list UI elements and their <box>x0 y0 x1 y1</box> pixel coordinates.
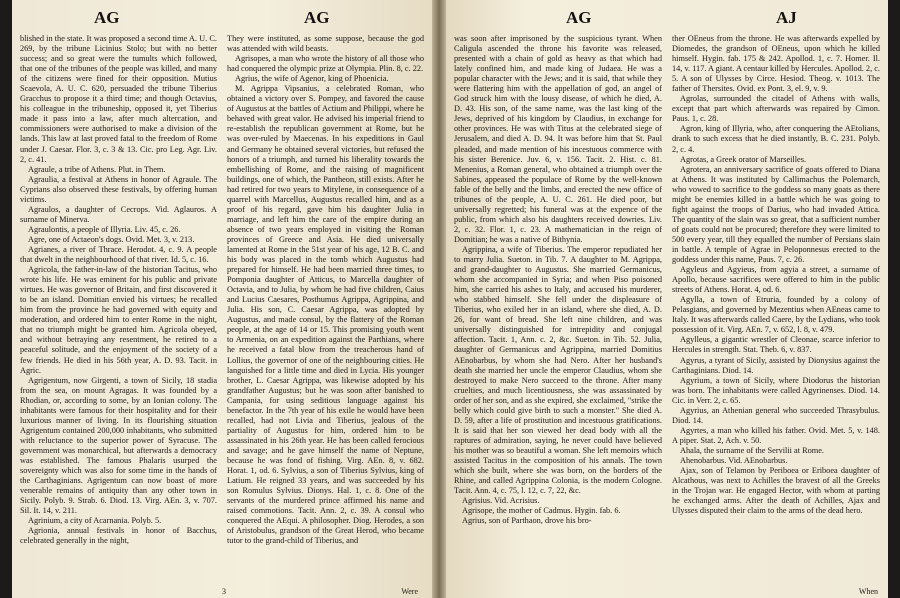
book-gutter <box>432 0 446 598</box>
running-head-right: AG <box>304 8 330 27</box>
entry: Agrisopes, a man who wrote the history of all those who had conquered the olympic prize at Olympia. Plin. 8, c. 22. <box>227 54 424 74</box>
right-page-header <box>446 8 888 30</box>
running-head-right: AJ <box>776 8 797 27</box>
entry: Agrisope, the mother of Cadmus. Hygin. fab. 6. <box>462 506 621 516</box>
entry: Agrigentum, now Girgenti, a town of Sicily, 18 stadia from the sea, on mount Agragas. It was founded by a Rhodian, or, according to some, by an Ionian colony. The inhabitants were famous for their hospitality and for their luxurious manner of living. In its flourishing situation Agrigentum contained 200,000 inhabitants, who submitted with reluctance to the superior power of Syracuse. The government was monarchical, but afterwards a democracy was established. The famous Phalaris usurped the sovereignty which was also for some time in the hands of the Carthaginians. Agrigentum can now boast of more venerable remains of antiquity than any other town in Sicily. Polyb. 9. Strab. 6. Diod. 13. Virg. AEn. 3, v. 707. Sil. It. 14, v. 211. <box>20 375 217 516</box>
running-head-left: AG <box>566 8 592 27</box>
running-head-left: AG <box>94 8 120 27</box>
entry: Agrionia, annual festivals in honor of Bacchus, celebrated generally in the night, <box>20 526 217 546</box>
entry: Agricola, the father-in-law of the historian Tacitus, who wrote his life. He was eminent for his public and private virtues. He was governor of Britain, and first discovered it to be an island. Domitian envied his virtues; he recalled him from the province he had governed with equity and moderation, and ordered him to enter Rome in the night, that no triumph might be granted him. Agricola obeyed, and without betraying any resentment, he retired to a peaceful solitude, and the enjoyment of the society of a few friends. He died in his 56th year, A. D. 93. Tacit. in Agric. <box>20 265 217 375</box>
entry: Agrius, son of Parthaon, drove his bro- <box>462 516 592 526</box>
entry: Agron, king of Illyria, who, after conquering the AEtolians, drank to such excess that he died instantly, B. C. 231. Polyb. 2, c. 4. <box>672 124 880 154</box>
left-page <box>12 0 432 598</box>
entry: Agylla, a town of Etruria, founded by a colony of Pelasgians, and governed by Mezentius when AEneas came to Italy. It was afterwards called Caere, by the Lydians, who took possession of it. Virg. AEn. 7, v. 652, l. 8, v. 479. <box>672 295 880 335</box>
entry: ther OEneus from the throne. He was afterwards expelled by Diomedes, the grandson of OEneus, upon which he killed himself. Hygin. fab. 175 & 242. Apollod. 1, c. 7. Homer. Il. 14, v. 117. A giant. A centaur killed by Hercules. Apollod. 2, c. 5. A son of Ulysses by Circe. Hesiod. Theog. v. 1013. The father of Thersites. Ovid. ex Pont. 3, el. 9, v. 9. <box>672 34 880 94</box>
entry: Agrolas, surrounded the citadel of Athens with walls, except that part which afterwards was repaired by Cimon. Paus. 1, c. 28. <box>672 94 880 124</box>
entry: Agyleus and Agyieus, from agyia a street, a surname of Apollo, because sacrifices were offered to him in the public streets of Athens. Horat. 4, od. 6. <box>672 265 880 295</box>
left-page-column-1 <box>20 34 217 584</box>
entry: Agyrium, a town of Sicily, where Diodorus the historian was born. The inhabitants were called Agyrinenses. Diod. 14. Cic. in Verr. 2, c. 65. <box>672 375 880 405</box>
book-spread <box>12 0 888 598</box>
right-page <box>446 0 888 598</box>
entry: Agraule, a tribe of Athens. Plut. in Them. <box>28 164 166 174</box>
entry: Ahala, the surname of the Servilii at Rome. <box>680 445 825 455</box>
right-page-column-2 <box>672 34 880 584</box>
entry: Agyrius, an Athenian general who succeeded Thrasybulus. Diod. 14. <box>672 405 880 425</box>
page-number: 3 <box>222 587 226 596</box>
entry: Ajax, son of Telamon by Periboea or Eriboea daughter of Alcathous, was next to Achilles the bravest of all the Greeks in the Trojan war. He engaged Hector, with whom at parting he exchanged arms. After the death of Achilles, Ajax and Ulysses disputed their claim to the arms of the dead hero. <box>672 466 880 516</box>
entry: Agraulos, a daughter of Cecrops. Vid. Aglauros. A surname of Minerva. <box>20 204 217 224</box>
entry: Agrippina, a wife of Tiberius. The emperor repudiated her to marry Julia. Sueton. in Tib. 7. A daughter to M. Agrippa, and grand-daughter to Augustus. She married Germanicus, whom she accompanied in Syria; and when Piso poisoned him, she carried his ashes to Italy, and accused his murderer, who stabbed himself. She fell under the displeasure of Tiberius, who exiled her in an island, where she died, A. D. 26, for want of bread. She left nine children, and was universally distinguished for intrepidity and conjugal affection. Tacit. 1, Ann. c. 2, &c. Sueton. in Tib. 52. Julia, daughter of Germanicus and Agrippina, married Domitius AEnobarbus, by whom she had Nero. After her husband's death she married her uncle the emperor Claudius, whom she destroyed to make Nero succeed to the throne. After many cruelties, and much licentiousness, she was assassinated by order of her son, and as she expired, she exclaimed, "strike the belly which could give birth to such a monster." She died A. D. 59, after a life of prostitution and incestuous gratifications. It is said that her son viewed her dead body with all the raptures of admiration, saying, he never could have believed his mother was so beautiful a woman. She left memoirs which assisted Tacitus in the composition of his annals. The town which she built, where she was born, on the borders of the Rhine, and called Agrippina Colonia, is the modern Cologne. Tacit. Ann. 4, c. 75, l. 12, c. 7, 22, &c. <box>454 244 662 496</box>
left-page-header <box>12 8 432 30</box>
entry: They were instituted, as some suppose, because the god was attended with wild beasts. <box>227 34 424 54</box>
entry: Agrianes, a river of Thrace. Herodot. 4, c. 9. A people that dwelt in the neighbourhood of that river. Id. 5, c. 16. <box>20 244 217 265</box>
entry: Agraulontis, a people of Illyria. Liv. 45, c. 26. <box>28 224 181 234</box>
entry: M. Agrippa Vipsanius, a celebrated Roman, who obtained a victory over S. Pompey, and favored the cause of Augustus at the battles of Actium and Philippi, where he behaved with great valor. He advised his imperial friend to re-establish the republican government at Rome, but he was over-ruled by Maecenas. In his expeditions in Gaul and Germany he obtained several victories, but refused the honors of a triumph, and turned his liberality towards the embellishing of Rome, and the raising of magnificent buildings, one of which, the Pantheon, still exists. After he had retired for two years to Mitylene, in consequence of a quarrel with Marcellus, Augustus recalled him, and as a proof of his regard, gave him his daughter Julia in marriage, and left him the care of the empire during an absence of two years employed in visiting the Roman provinces of Greece and Asia. He died universally lamented at Rome in the 51st year of his age, 12 B. C. and his body was placed in the tomb which Augustus had prepared for himself. He had been married three times, to Pomponia daughter of Atticus, to Marcella daughter of Octavia, and to Julia, by whom he had five children, Caius and Lucius Caesares, Posthumus Agrippa, Agrippina, and Julia. His son, C. Caesar Agrippa, was adopted by Augustus, and made consul, by the flattery of the Roman people, at the age of 14 or 15. This promising youth went to Armenia, on an expedition against the Parthians, where he received a fatal blow from the treacherous hand of Lollius, the governor of one of the neighbouring cities. He languished for a little time and died in Lycia. His younger brother, L. Caesar Agrippa, was likewise adopted by his grandfather Augustus; but he was soon after banished to Campania, for using seditious language against his benefactor. In the 7th year of his exile he would have been recalled, had not Livia and Tiberius, jealous of the partiality of Augustus for him, ordered him to be assassinated in his 26th year. He has been called ferocious and savage; and he gave himself the name of Neptune, because he was fond of fishing. Virg. AEn. 8, v. 682. Horat. 1, od. 6. Sylvius, a son of Tiberius Sylvius, king of Latium. He reigned 33 years, and was succeeded by his son Romulus Sylvius. Dionys. Hal. 1, c. 8. One of the servants of the murdered prince affirmed his name and raised commotions. Tacit. Ann. 2, c. 39. A consul who conquered the AEqui. A philosopher. Diog. Herodes, a son of Aristobulus, grandson of the Great Herod, who became tutor to the grand-child of Tiberius, and <box>227 84 424 546</box>
entry: Agrotera, an anniversary sacrifice of goats offered to Diana at Athens. It was instituted by Callimachus the Polemarch, who vowed to sacrifice to the goddess so many goats as there might be enemies killed in a battle which he was going to fight against the troops of Darius, who had invaded Attica. The quantity of the slain was so great, that a sufficient number of goats could not be procured; therefore they were limited to 500 every year, till they equalled the number of Persians slain in battle. A temple of Agrae in Peloponnesus erected to the goddess under this name, Paus. 7, c. 26. <box>672 164 880 265</box>
entry: Agrotas, a Greek orator of Marseilles. <box>680 154 807 164</box>
entry: Agyrus, a tyrant of Sicily, assisted by Dionysius against the Carthaginians. Diod. 14. <box>672 355 880 375</box>
catchword: Were <box>401 587 418 596</box>
right-page-column-1 <box>454 34 662 584</box>
entry: Agraulia, a festival at Athens in honor of Agraule. The Cyprians also observed these festivals, by offering human victims. <box>20 174 217 204</box>
entry: Agrinium, a city of Acarnania. Polyb. 5. <box>28 516 162 526</box>
entry: blished in the state. It was proposed a second time A. U. C. 269, by the tribune Licinius Stolo; but with no better success; and so great were the tumults which followed, that one of the tribunes of the people was killed, and many of the citizens were fined for their opposition. Mutius Scaevola, A. U. C. 620, persuaded the tribune Tiberius Gracchus to propose it a third time; and though Octavius, his colleague in the tribuneship, opposed it, yet Tiberius made it pass into a law, after much altercation, and commissioners were authorised to make a division of the lands. This law at last proved fatal to the freedom of Rome under J. Caesar. Flor. 3, c. 3 & 13. Cic. pro Leg. Agr. Liv. 2, c. 41. <box>20 34 217 164</box>
entry: Agrius, the wife of Agenor, king of Phoenicia. <box>235 74 389 84</box>
entry: was soon after imprisoned by the suspicious tyrant. When Caligula ascended the throne his favorite was released, presented with a chain of gold as heavy as that which had lately confined him, and made king of Judaea. He was a popular character with the Jews; and it is said, that while they were flattering him with the appellation of god, an angel of God struck him with the lousy disease, of which he died, A. D. 43. His son, of the same name, was the last king of the Jews, deprived of his kingdom by Claudius, in exchange for other provinces. He was with Titus at the celebrated siege of Jerusalem, and died A. D. 94. It was before him that St. Paul pleaded, and made mention of his incestuous commerce with his sister Berenice. Juv. 6, v. 156. Tacit. 2. Hist. c. 81. Menenius, a Roman general, who obtained a triumph over the Sabines, appeased the populace of Rome by the well-known fable of the belly and the limbs, and erected the new office of tribunes of the people, A. U. C. 261. He died poor, but universally regretted; his funeral was at the expence of the public, from which also his daughters received dowries. Liv. 2, c. 32. Flor. 1, c. 23. A mathematician in the reign of Domitian; he was a native of Bithynia. <box>454 34 662 244</box>
entry: Agrisius. Vid. Acrisius. <box>462 496 540 506</box>
catchword: When <box>858 587 878 596</box>
left-page-column-2 <box>227 34 424 584</box>
entry: Agyrtes, a man who killed his father. Ovid. Met. 5, v. 148. A piper. Stat. 2, Ach. v. 50. <box>672 425 880 445</box>
entry: Agylleus, a gigantic wrestler of Cleonae, scarce inferior to Hercules in strength. Stat. Theb. 6, v. 837. <box>672 335 880 355</box>
entry: Agre, one of Actaeon's dogs. Ovid. Met. 3, v. 213. <box>28 234 195 244</box>
entry: Ahenobarbus. Vid. AEnobarbus. <box>680 455 788 465</box>
